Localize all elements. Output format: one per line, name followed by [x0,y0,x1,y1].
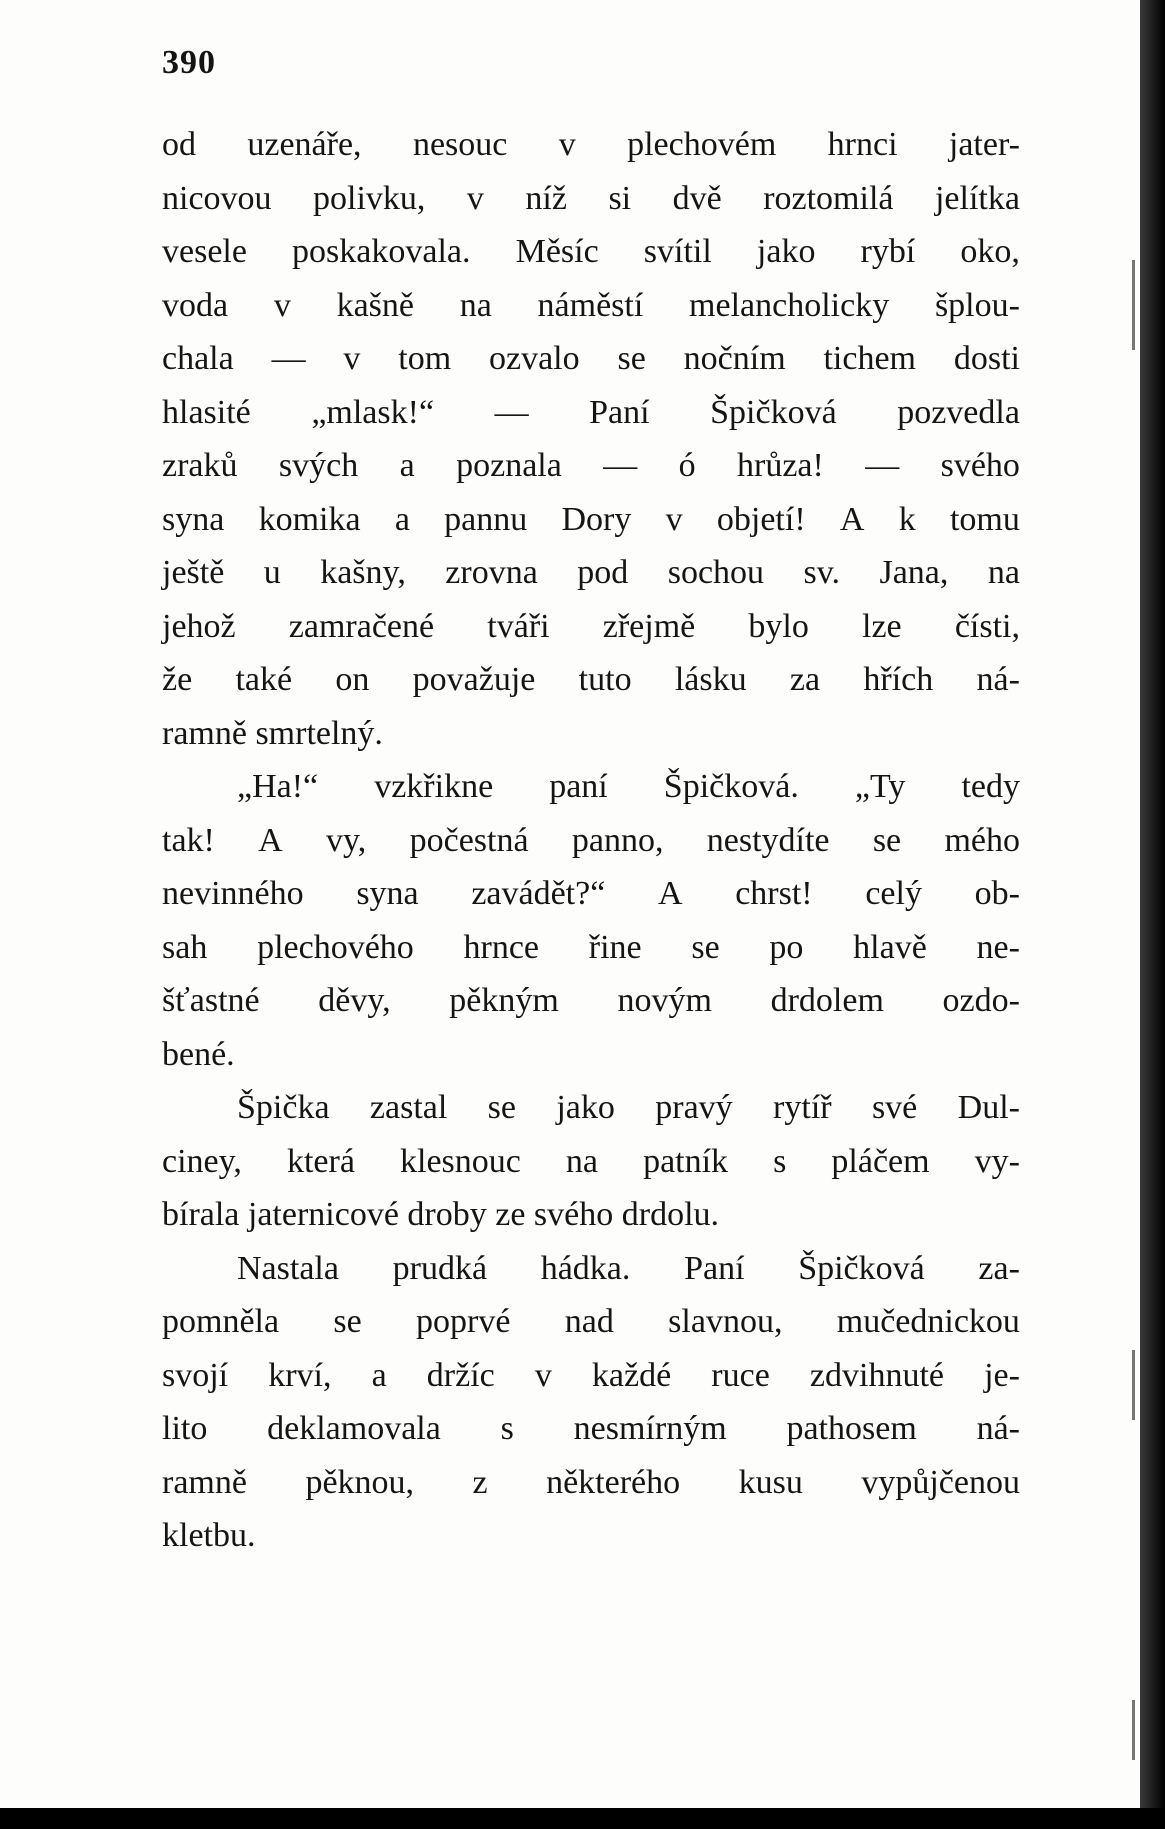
paragraph [162,1081,1020,1242]
text-line: tak! A vy, počestná panno, nestydíte se mého [162,821,1020,859]
body-text [162,118,1020,1563]
text-line: lito deklamovala s nesmírným pathosem ná- [162,1410,1020,1447]
text-line: vesele poskakovala. Měsíc svítil jako rybí oko, [162,233,1020,270]
text-line: chala — v tom ozvalo se nočním tichem dosti [162,340,1020,377]
paragraph [162,118,1020,760]
text-line: ramně pěknou, z některého kusu vypůjčenou [162,1463,1020,1501]
text-line: Špička zastal se jako pravý rytíř své Dul- [237,1089,1020,1126]
text-line: „Ha!“ vzkřikne paní Špičková. „Ty tedy [237,768,1020,805]
text-line: ciney, která klesnouc na patník s pláčem vy- [162,1142,1020,1180]
text-line: šťastné děvy, pěkným novým drdolem ozdo- [162,982,1020,1019]
paragraph [162,1242,1020,1563]
text-line: ještě u kašny, zrovna pod sochou sv. Jana, na [162,554,1020,591]
margin-scan-mark [1132,1700,1135,1760]
margin-scan-mark [1132,1350,1135,1420]
text-line: že také on považuje tuto lásku za hřích ná- [162,661,1020,698]
text-line: od uzenáře, nesouc v plechovém hrnci jater- [162,126,1020,163]
text-line: syna komika a pannu Dory v objetí! A k tomu [162,500,1020,538]
text-line: bené. [162,1035,235,1073]
text-line: nevinného syna zavádět?“ A chrst! celý ob- [162,875,1020,912]
text-line: hlasité „mlask!“ — Paní Špičková pozvedla [162,393,1020,431]
paragraph [162,760,1020,1081]
text-line: bírala jaternicové droby ze svého drdolu. [162,1196,720,1233]
text-line: sah plechového hrnce řine se po hlavě ne- [162,928,1020,966]
scan-edge-right [1140,0,1165,1829]
margin-scan-mark [1132,260,1135,350]
text-line: kletbu. [162,1517,256,1554]
text-line: svojí krví, a držíc v každé ruce zdvihnuté je- [162,1356,1020,1394]
text-line: zraků svých a poznala — ó hrůza! — svého [162,447,1020,484]
text-line: voda v kašně na náměstí melancholicky šplou- [162,286,1020,324]
text-line: ramně smrtelný. [162,714,383,752]
text-line: Nastala prudká hádka. Paní Špičková za- [237,1249,1020,1287]
text-line: pomněla se poprvé nad slavnou, mučednickou [162,1303,1020,1340]
text-line: nicovou polivku, v níž si dvě roztomilá jelítka [162,179,1020,217]
scan-edge-bottom [0,1808,1165,1829]
text-line: jehož zamračené tváři zřejmě bylo lze čísti, [162,607,1020,645]
page-number: 390 [162,44,216,81]
